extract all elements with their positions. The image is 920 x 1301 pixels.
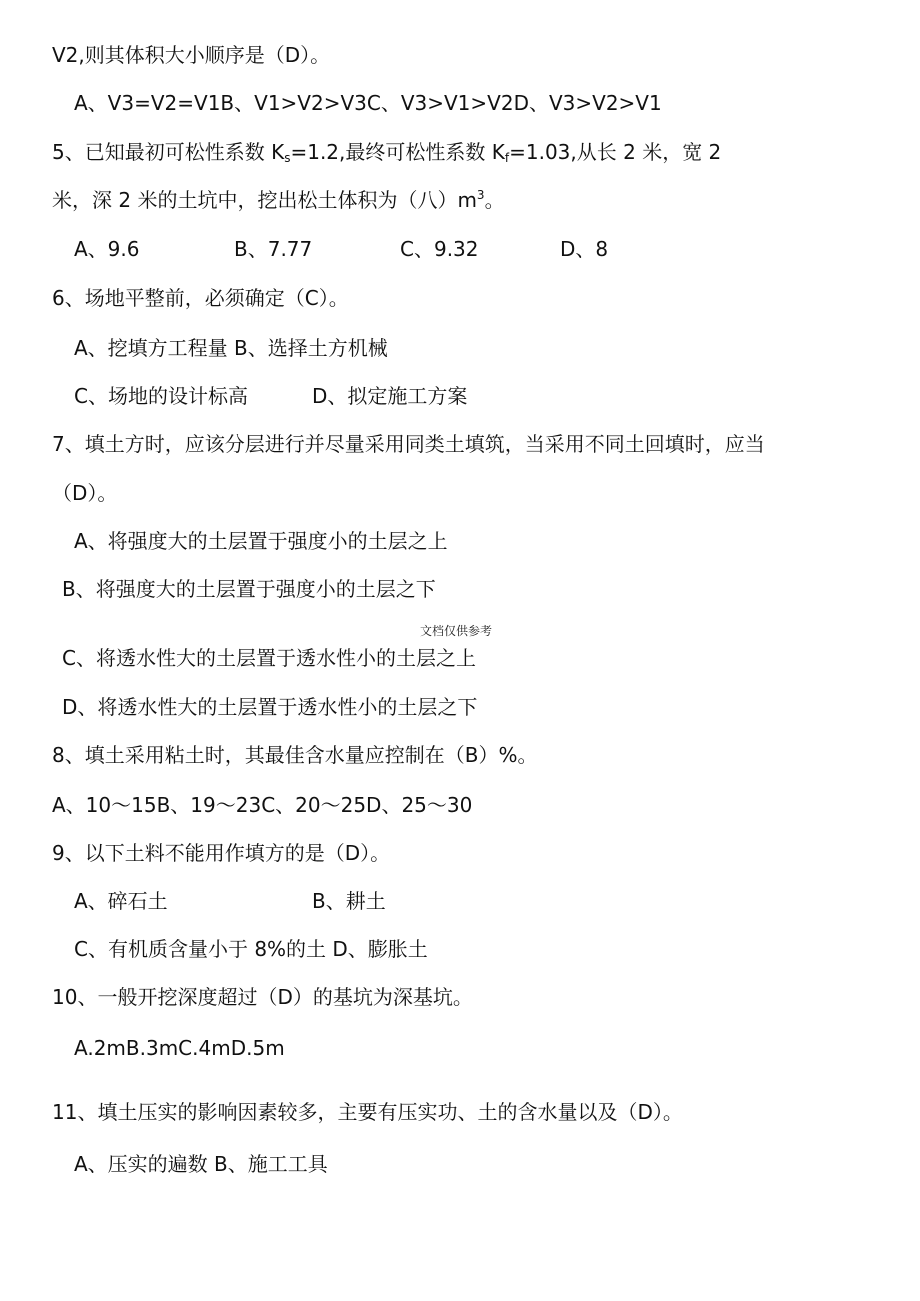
q5-option-d: D、8 bbox=[560, 237, 609, 261]
q8-stem: 8、填土采用粘土时，其最佳含水量应控制在（B）%。 bbox=[52, 743, 538, 767]
q10-options: A.2mB.3mC.4mD.5m bbox=[74, 1036, 285, 1060]
q7-option-c: C、将透水性大的土层置于透水性小的土层之上 bbox=[62, 646, 476, 670]
q5-sup-3: 3 bbox=[476, 188, 485, 202]
q9-option-b: B、耕土 bbox=[312, 889, 386, 913]
q5-sub-s: s bbox=[284, 151, 291, 165]
q9-option-a: A、碎石土 bbox=[74, 889, 168, 913]
q5-option-b: B、7.77 bbox=[234, 237, 313, 261]
q7-stem-line1: 7、填土方时，应该分层进行并尽量采用同类土填筑，当采用不同土回填时，应当 bbox=[52, 432, 765, 456]
watermark-text: 文档仅供参考 bbox=[420, 624, 493, 638]
q5-text-5: 。 bbox=[484, 188, 505, 212]
q6-options-ab: A、挖填方工程量 B、选择土方机械 bbox=[74, 336, 388, 360]
q5-option-a: A、9.6 bbox=[74, 237, 140, 261]
q6-option-d: D、拟定施工方案 bbox=[312, 384, 468, 408]
q5-option-c: C、9.32 bbox=[400, 237, 479, 261]
q5-stem-line2 bbox=[52, 187, 505, 213]
q5-stem-line1 bbox=[52, 139, 721, 165]
q7-option-b: B、将强度大的土层置于强度小的土层之下 bbox=[62, 577, 436, 601]
q7-option-a: A、将强度大的土层置于强度小的土层之上 bbox=[74, 529, 448, 553]
q5-text-1: 5、已知最初可松性系数 K bbox=[52, 140, 285, 164]
q8-options: A、10～15B、19～23C、20～25D、25～30 bbox=[52, 793, 473, 817]
q5-text-4: 米，深 2 米的土坑中，挖出松土体积为（八）m bbox=[52, 188, 477, 212]
q11-stem: 11、填土压实的影响因素较多，主要有压实功、土的含水量以及（D）。 bbox=[52, 1100, 683, 1124]
q9-stem: 9、以下土料不能用作填方的是（D）。 bbox=[52, 841, 391, 865]
q5-text-3: =1.03,从长 2 米，宽 2 bbox=[509, 140, 722, 164]
q9-options-cd: C、有机质含量小于 8%的土 D、膨胀土 bbox=[74, 937, 428, 961]
q6-option-c: C、场地的设计标高 bbox=[74, 384, 248, 408]
q10-stem: 10、一般开挖深度超过（D）的基坑为深基坑。 bbox=[52, 985, 473, 1009]
q7-option-d: D、将透水性大的土层置于透水性小的土层之下 bbox=[62, 695, 478, 719]
q5-options bbox=[74, 236, 608, 262]
q9-options-ab bbox=[74, 888, 386, 914]
q7-stem-line2: （D）。 bbox=[52, 481, 118, 505]
q5-sub-f: f bbox=[504, 151, 510, 165]
q11-options-ab: A、压实的遍数 B、施工工具 bbox=[74, 1152, 328, 1176]
q4-options: A、V3=V2=V1B、V1>V2>V3C、V3>V1>V2D、V3>V2>V1 bbox=[74, 91, 662, 115]
q4-stem-continuation: V2,则其体积大小顺序是（D）。 bbox=[52, 43, 331, 67]
q6-stem: 6、场地平整前，必须确定（C）。 bbox=[52, 286, 349, 310]
q5-text-2: =1.2,最终可松性系数 K bbox=[290, 140, 505, 164]
q6-options-cd bbox=[74, 383, 467, 409]
